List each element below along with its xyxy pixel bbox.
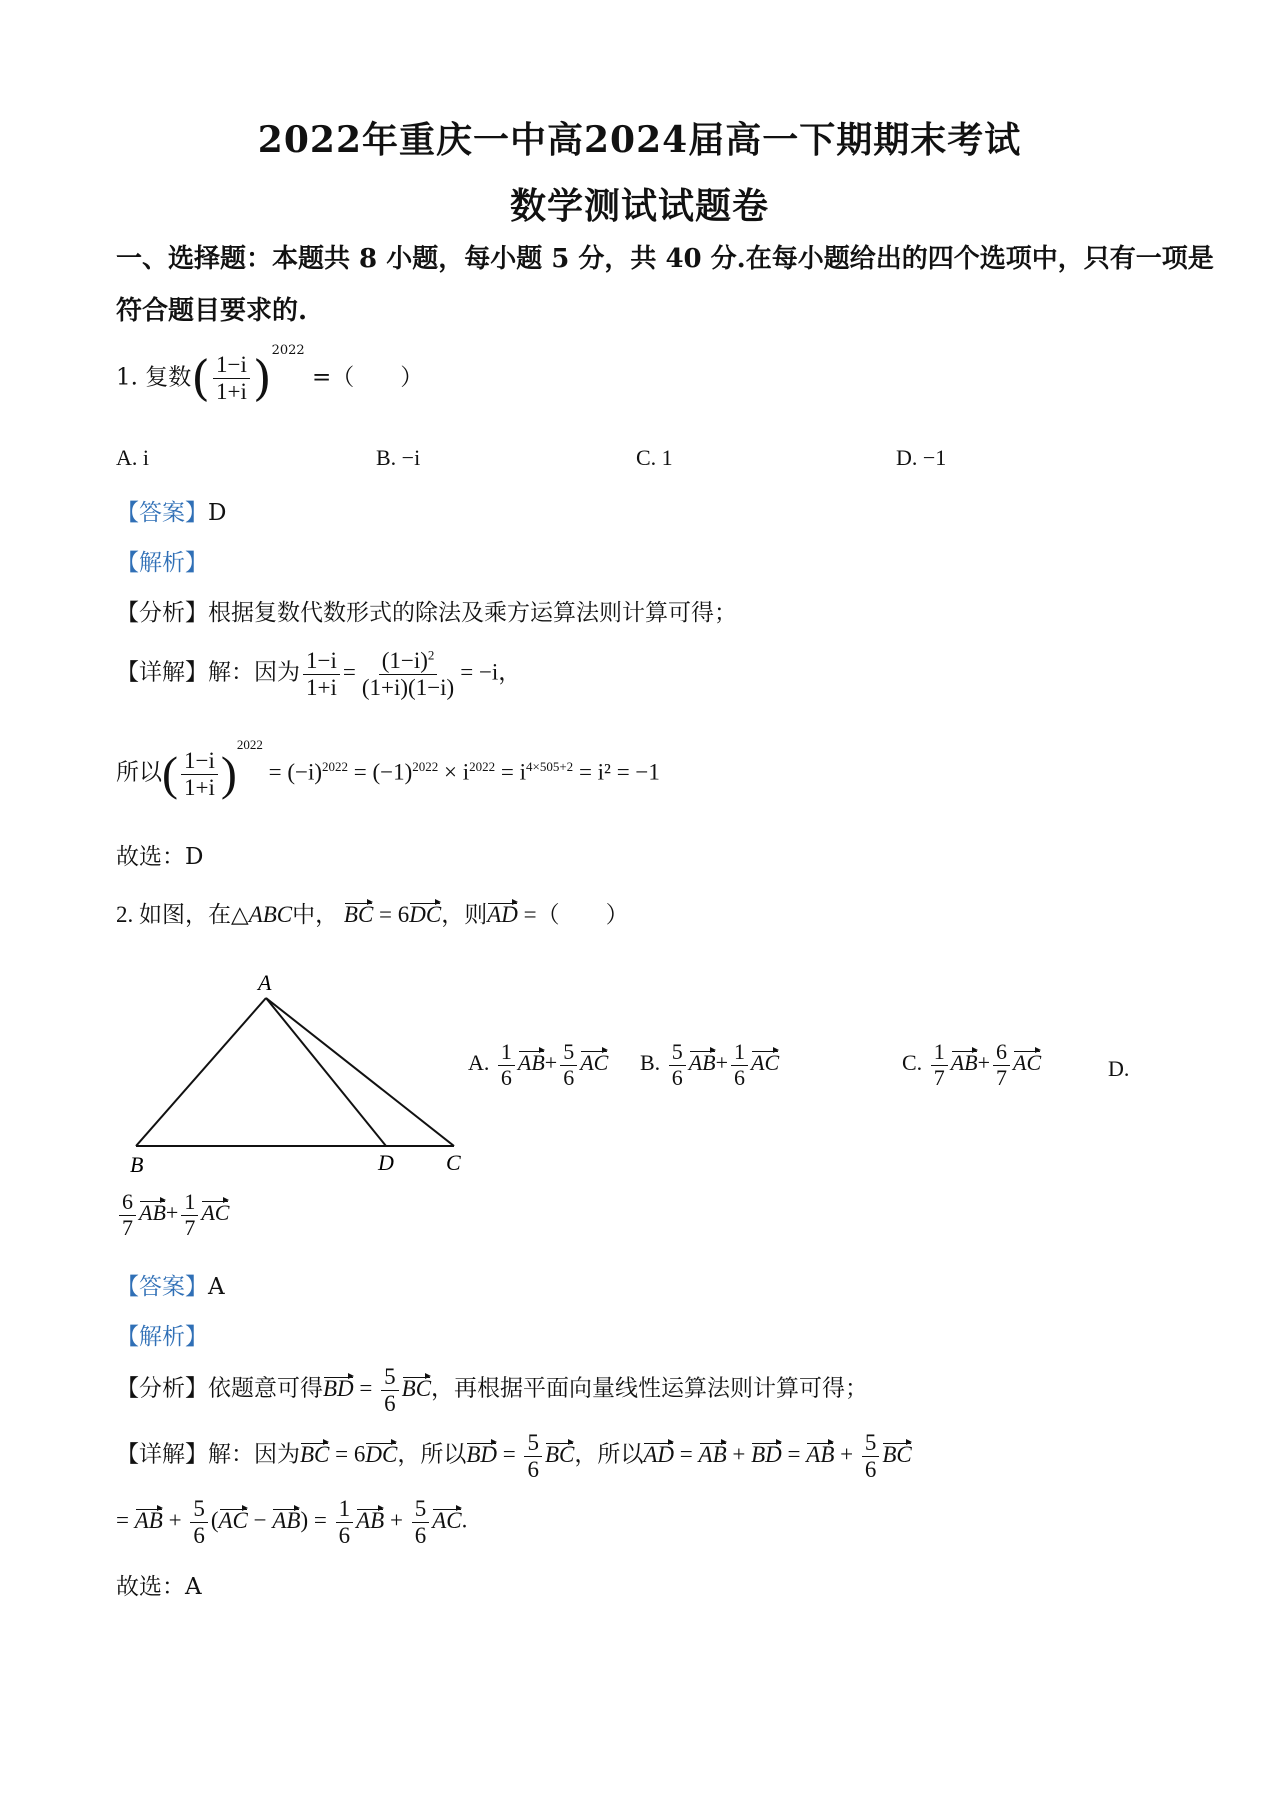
right-paren: )	[252, 350, 272, 407]
left-paren: (	[191, 350, 210, 407]
q1-option-a: A. i	[116, 445, 149, 470]
vertex-label-d: D	[378, 1150, 394, 1175]
q1-detail-line1: 【详解】解：因为 $\frac{1-i}{1+i}$ = $\frac{(1-i)^2}{(1+i)(1-i)}$ = −i，	[116, 647, 522, 700]
q2-triangle: △ABC	[231, 902, 293, 927]
q2-answer-line	[116, 1268, 225, 1301]
q1-exponent: 2022	[271, 342, 305, 358]
q2-fenxi-line: 【分析】依题意可得BD = $\frac{5}{6}$ BC，再根据平面向量线性运算法则计算可得；	[116, 1364, 869, 1416]
fenxi-tag: 【分析】	[116, 600, 208, 626]
q1-answer-line	[116, 494, 226, 527]
vertex-label-b: B	[130, 1152, 144, 1177]
q2-option-a: A. $\frac{1}{6}$ AB+ $\frac{5}{6}$ AC	[468, 1039, 609, 1090]
q2-answer: A	[208, 1274, 225, 1300]
q1-option-d: D. −1	[896, 445, 947, 470]
q1-fraction: $\frac{1-i}{1+i}$	[213, 352, 250, 405]
q2-analysis-tag: 【解析】	[116, 1324, 208, 1350]
exam-subtitle: 数学测试试题卷	[509, 185, 769, 227]
q1-detail-line2: 所以( $\frac{1-i}{1+i}$ )$^{2022} = (-i)^{2022} = (-1)^{2022} \times i^{2022} = i^{4\times 505+2} = i^2 = -1$	[116, 736, 660, 801]
section-heading-line1: 一、选择题：本题共 8 小题，每小题 5 分，共 40 分.在每小题给出的四个选项中，只有一项是	[116, 244, 1214, 274]
q1-conclusion: 故选：D	[116, 844, 204, 870]
q2-detail-line1: 【详解】解：因为BC = 6DC，所以BD = $\frac{5}{6}$ BC，所以AD = AB + BD = AB + $\frac{5}{6}$ BC	[116, 1430, 912, 1482]
section-heading-line2: 符合题目要求的.	[116, 296, 308, 326]
q2-number: 2.	[116, 902, 134, 927]
xiangjie-tag: 【详解】	[116, 659, 208, 685]
q1-step-fraction: $\frac{1-i}{1+i}$	[303, 648, 340, 701]
q2-detail-line2: = AB + $\frac{5}{6}$ (AC − AB) = $\frac{1}{6}$ AB + $\frac{5}{6}$ AC.	[116, 1496, 468, 1548]
q1-fenxi-text: 根据复数代数形式的除法及乘方运算法则计算可得；	[208, 600, 737, 626]
q2-option-d: $\frac{6}{7}$ AB+ $\frac{1}{7}$ AC	[116, 1190, 229, 1240]
q1-analysis-tag: 【解析】	[116, 550, 208, 576]
q2-stem: 2. 如图，在△ABC中， BC = 6DC，则AD =（ ）	[116, 902, 629, 927]
triangle-figure	[116, 968, 476, 1178]
q1-step1-result: = −i，	[460, 659, 522, 685]
vertex-label-a: A	[258, 970, 272, 995]
exam-title: 2022年重庆一中高2024届高一下期期末考试	[257, 119, 1022, 161]
q1-option-c: C. 1	[636, 445, 673, 470]
q2-option-d-letter: D.	[1108, 1056, 1130, 1081]
vertex-label-c: C	[446, 1150, 461, 1175]
q1-option-b: B. −i	[376, 445, 421, 470]
q1-xiangjie-prefix: 解：因为	[208, 659, 300, 685]
q1-step2-prefix: 所以	[116, 759, 162, 785]
q2-option-b: B. $\frac{5}{6}$ AB+ $\frac{1}{6}$ AC	[640, 1039, 780, 1090]
q1-stem-prefix: 复数	[145, 364, 192, 391]
answer-tag: 【答案】	[116, 500, 208, 526]
q1-number: 1.	[116, 364, 138, 391]
q1-answer: D	[208, 500, 227, 526]
q1-step-fraction2: $\frac{(1-i)^2}{(1+i)(1-i)}$	[361, 647, 455, 700]
q2-option-c: C. $\frac{1}{7}$ AB+ $\frac{6}{7}$ AC	[902, 1039, 1042, 1090]
q2-conclusion: 故选：A	[116, 1574, 202, 1600]
answer-tag: 【答案】	[116, 1274, 208, 1300]
q1-stem-suffix: =（ ）	[312, 364, 424, 391]
q1-fenxi-line	[116, 594, 737, 627]
q1-stem	[116, 342, 424, 407]
